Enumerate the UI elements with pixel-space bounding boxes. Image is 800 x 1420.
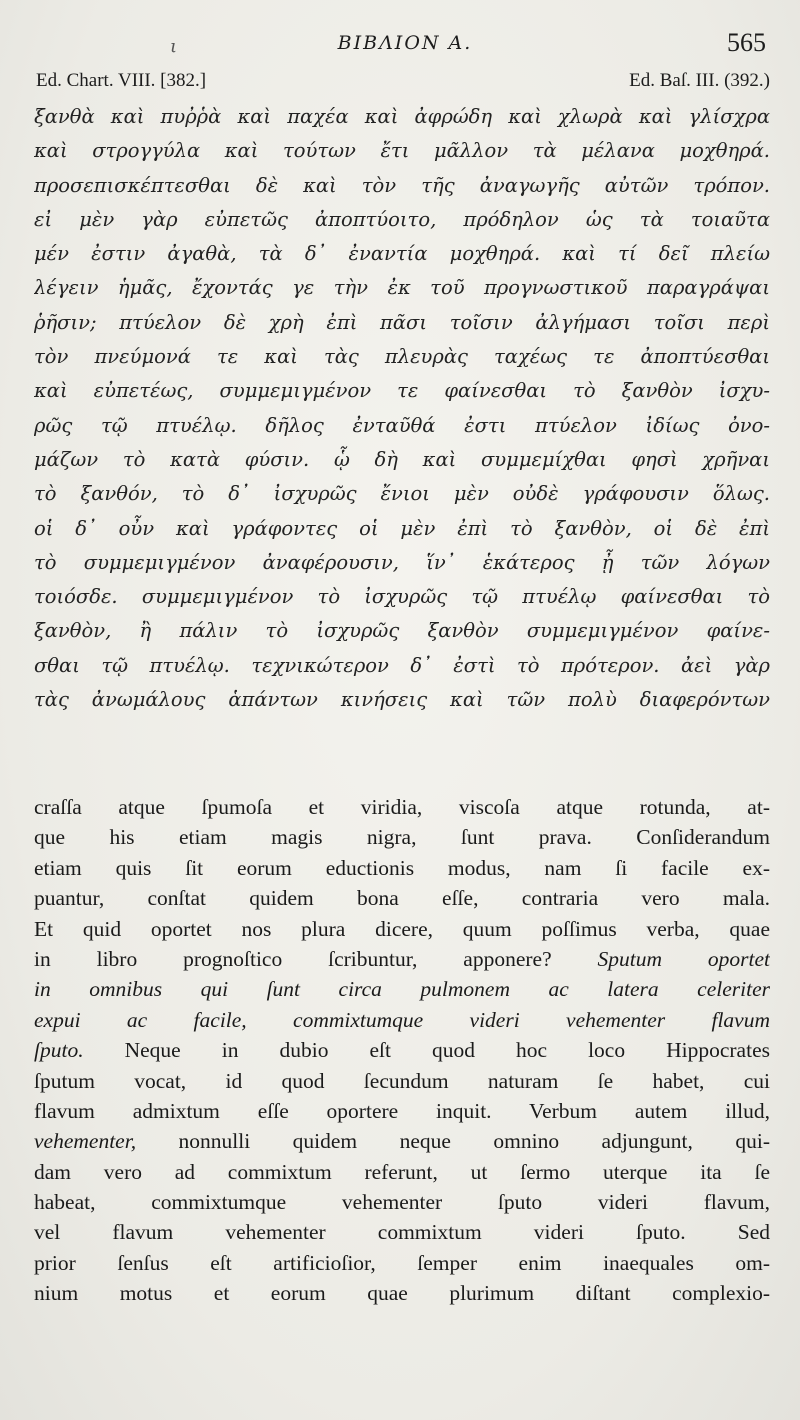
running-head <box>40 28 770 68</box>
greek-text-line: οἱ δ᾽ οὖν καὶ γράφοντες οἱ μὲν ἐπὶ τὸ ξανθὸν, οἱ δὲ ἐπὶ <box>34 516 770 540</box>
italic-quote-segment: expui ac facile, commixtumque videri vehementer flavum <box>34 1007 770 1032</box>
latin-text-line <box>34 853 770 883</box>
latin-text-line <box>34 974 770 1004</box>
italic-quote-segment: ſputo. <box>34 1038 84 1063</box>
text-segment: que his etiam magis nigra, ſunt prava. Conſiderandum <box>34 825 770 850</box>
text-segment: nonnulli quidem neque omnino adjungunt, qui- <box>136 1129 770 1154</box>
text-segment: Et quid oportet nos plura dicere, quum poſſimus verba, quae <box>34 916 770 941</box>
greek-text-line: μάζων τὸ κατὰ φύσιν. ᾧ δὴ καὶ συμμεμίχθαι φησὶ χρῆναι <box>34 447 770 471</box>
latin-text-line <box>34 944 770 974</box>
text-segment: vel flavum vehementer commixtum videri ſputo. Sed <box>34 1220 770 1245</box>
latin-text-line <box>34 1035 770 1065</box>
greek-text-line: λέγειν ἡμᾶς, ἔχοντάς γε τὴν ἐκ τοῦ προγνωστικοῦ παραγράψαι <box>34 276 770 300</box>
greek-text-line: τὸ ξανθόν, τὸ δ᾽ ἰσχυρῶς ἔνιοι μὲν οὐδὲ γράφουσιν ὅλως. <box>34 482 770 506</box>
latin-text-line <box>34 822 770 852</box>
latin-text-line <box>34 1187 770 1217</box>
greek-text-line: ξανθὸν, ἢ πάλιν τὸ ἰσχυρῶς ξανθὸν συμμεμιγμένον φαίνε- <box>34 619 770 643</box>
greek-text-line: σθαι τῷ πτυέλῳ. τεχνικώτερον δ᾽ ἐστὶ τὸ πρότερον. ἀεὶ γὰρ <box>34 653 770 677</box>
italic-quote-segment: vehementer, <box>34 1129 137 1154</box>
greek-text-line: τοιόσδε. συμμεμιγμένον τὸ ἰσχυρῶς τῷ πτυέλῳ φαίνεσθαι τὸ <box>34 585 770 609</box>
text-segment: puantur, conſtat quidem bona eſſe, contraria vero mala. <box>34 886 770 911</box>
latin-text-line <box>34 792 770 822</box>
latin-text-line <box>34 1066 770 1096</box>
latin-text-line <box>34 1005 770 1035</box>
greek-text-line: καὶ στρογγύλα καὶ τούτων ἔτι μᾶλλον τὰ μέλανα μοχθηρά. <box>34 139 770 163</box>
text-segment: nium motus et eorum quae plurimum diſtant complexio- <box>34 1281 770 1306</box>
greek-text-line: ξανθὰ καὶ πυῤῥὰ καὶ παχέα καὶ ἀφρώδη καὶ χλωρὰ καὶ γλίσχρα <box>34 105 770 128</box>
edition-chart-ref: Ed. Chart. VIII. [382.] <box>36 70 207 91</box>
page-number: 565 <box>727 28 766 57</box>
text-segment: habeat, commixtumque vehementer ſputo videri flavum, <box>34 1190 770 1215</box>
latin-text-line <box>34 1096 770 1126</box>
head-mark: ι <box>170 36 178 57</box>
book-title: ΒΙΒΛΙΟΝ Α. <box>337 32 473 54</box>
greek-text-line: ῥῆσιν; πτύελον δὲ χρὴ ἐπὶ πᾶσι τοῖσιν ἀλγήμασι τοῖσι περὶ <box>34 310 770 334</box>
latin-text-block <box>34 792 770 1309</box>
italic-quote-segment: Sputum oportet <box>597 946 770 971</box>
latin-text-line <box>34 914 770 944</box>
latin-text-line <box>34 1157 770 1187</box>
greek-text-line: εἰ μὲν γὰρ εὐπετῶς ἀποπτύοιτο, πρόδηλον ὡς τὰ τοιαῦτα <box>34 207 770 231</box>
text-segment: ſputum vocat, id quod ſecundum naturam ſe habet, cui <box>34 1068 770 1093</box>
latin-text-line <box>34 1126 770 1156</box>
edition-references <box>36 70 770 96</box>
greek-text-line: τὸν πνεύμονά τε καὶ τὰς πλευρὰς ταχέως τε ἀποπτύεσθαι <box>34 345 770 369</box>
text-segment: flavum admixtum eſſe oportere inquit. Verbum autem illud, <box>34 1098 770 1123</box>
greek-text-line: ρῶς τῷ πτυέλῳ. δῆλος ἐνταῦθά ἐστι πτύελον ἰδίως ὀνο- <box>34 413 770 437</box>
latin-text-line <box>34 883 770 913</box>
text-segment: prior ſenſus eſt artificioſior, ſemper enim inaequales om- <box>34 1250 770 1275</box>
latin-text-line <box>34 1248 770 1278</box>
text-segment: craſſa atque ſpumoſa et viridia, viscoſa atque rotunda, at- <box>34 795 770 819</box>
latin-text-line <box>34 1278 770 1308</box>
greek-text-line: τὸ συμμεμιγμένον ἀναφέρουσιν, ἵν᾽ ἑκάτερος ᾖ τῶν λόγων <box>34 550 770 574</box>
greek-text-line: προσεπισκέπτεσθαι δὲ καὶ τὸν τῆς ἀναγωγῆς αὐτῶν τρόπον. <box>34 173 770 197</box>
italic-quote-segment: in omnibus qui ſunt circa pulmonem ac latera celeriter <box>34 977 770 1002</box>
greek-text-block <box>34 100 770 717</box>
greek-text-line: μέν ἐστιν ἀγαθὰ, τὰ δ᾽ ἐναντία μοχθηρά. καὶ τί δεῖ πλείω <box>34 242 770 266</box>
greek-text-line: καὶ εὐπετέως, συμμεμιγμένον τε φαίνεσθαι τὸ ξανθὸν ἰσχυ- <box>34 379 770 403</box>
text-segment: Neque in dubio eſt quod hoc loco Hippocrates <box>83 1038 770 1063</box>
text-segment: in libro prognoſtico ſcribuntur, apponere? <box>34 946 598 971</box>
edition-basel-ref: Ed. Baſ. III. (392.) <box>629 70 770 91</box>
text-segment: dam vero ad commixtum referunt, ut ſermo uterque ita ſe <box>34 1159 770 1184</box>
text-segment: etiam quis ſit eorum eductionis modus, nam ſi facile ex- <box>34 855 770 880</box>
greek-text-line: τὰς ἀνωμάλους ἁπάντων κινήσεις καὶ τῶν πολὺ διαφερόντων <box>34 688 770 712</box>
latin-text-line <box>34 1217 770 1247</box>
